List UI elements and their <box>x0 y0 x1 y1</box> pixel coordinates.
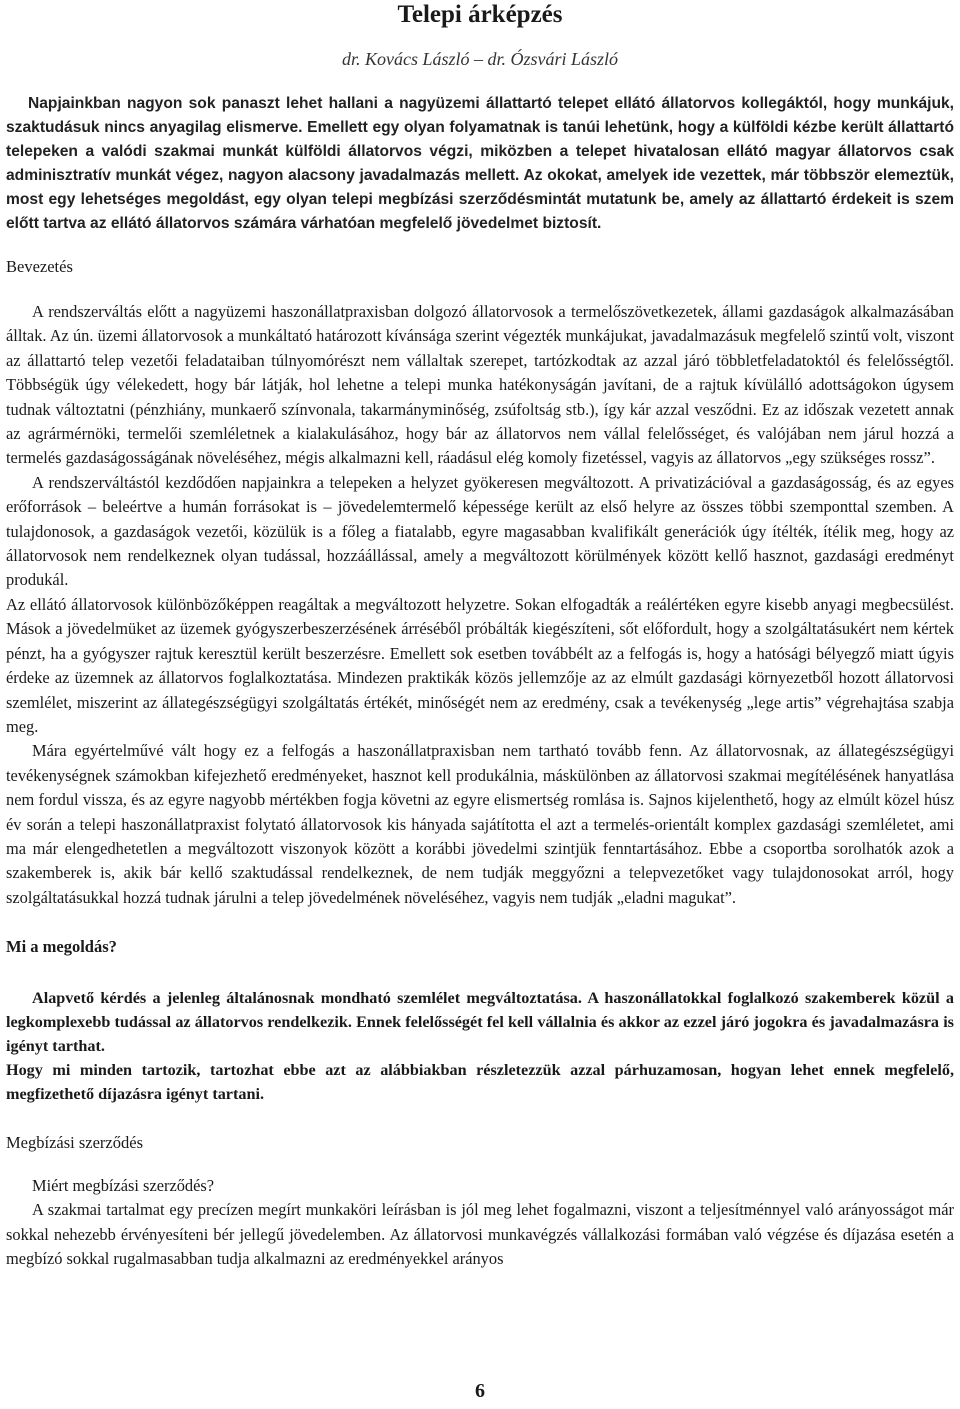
section-megbizasi-body <box>6 1198 954 1271</box>
paragraph: A rendszerváltástól kezdődően napjainkra a telepeken a helyzet gyökeresen megváltozott. A privatizációval a gazdaságosság, és az egyes erőforrások – beleértve a humán forrásokat is – jövedelemtermelő képessége került az első helyre az összes többi szemponttal szemben. A tulajdonosok, a gazdaságok vezetői, közülük is a főleg a fiatalabb, egyre magasabban kvalifikált generációk úgy ítélték, ítélik meg, hogy az állatorvosok nem rendelkeznek olyan tudással, hozzáállással, amely a megváltozott körülmények között kellő hasznot, gazdasági eredményt produkál. <box>6 472 954 590</box>
subheading-question: Miért megbízási szerződés? <box>32 1176 215 1196</box>
abstract-text: Napjainkban nagyon sok panaszt lehet hallani a nagyüzemi állattartó telepet ellátó állatorvos kollegáktól, hogy munkájuk, szaktudásuk nincs anyagilag elismerve. Emellett egy olyan folyamatnak is tanúi lehetünk, hogy a külföldi kézbe került állattartó telepeken a valódi szakmai munkát külföldi állatorvos végzi, miközben a telepet hivatalosan ellátó magyar állatorvos csak adminisztratív munkát végez, nagyon alacsony javadalmazás mellett. Az okokat, amelyek ide vezettek, már többször elemeztük, most egy lehetséges megoldást, egy olyan telepi megbízási szerződésmintát mutatunk be, amely az állattartó érdekeit is szem előtt tartva az ellátó állatorvos számára várhatóan megfelelő jövedelmet biztosít. <box>6 95 954 232</box>
paragraph: Alapvető kérdés a jelenleg általánosnak mondható szemlélet megváltoztatása. A haszonállatokkal foglalkozó szakemberek közül a legkomplexebb tudással az állatorvos rendelkezik. Ennek felelősségét fel kell vállalnia és akkor az ezzel járó jogokra és javadalmazásra is igényt tarthat. <box>6 989 954 1056</box>
heading-mi-a-megoldas: Mi a megoldás? <box>6 937 117 957</box>
section-bevezetes-body <box>6 300 954 910</box>
abstract <box>6 92 954 236</box>
paragraph: A rendszerváltás előtt a nagyüzemi haszonállatpraxisban dolgozó állatorvosok a termelőszövetkezetek, állami gazdaságok alkalmazásában álltak. Az ún. üzemi állatorvosok a munkáltató határozott kívánsága szerint végezték munkájukat, javadalmazásuk megfelelő szintű volt, viszont az állattartó telep vezetői feladataiban túlnyomórészt nem vállaltak szerepet, tartózkodtak az azzal járó többletfeladatoktól és felelősségtől. Többségük úgy vélekedett, hogy bár látják, hol lehetne a telepi munka hatékonyságán javítani, de a rajtuk kívülálló adottságokon úgysem tudnak változtatni (pénzhiány, munkaerő színvonala, takarmányminőség, zsúfoltság stb.), így kár azzal vesződni. Ez az időszak vezetett annak az agrármérnöki, termelői szemléletnek a kialakulásához, hogy bár az állatorvos nem vállal felelősséget, és valójában nem járul hozzá a termelés gazdaságosságának növeléséhez, mégis alkalmazni kell, ráadásul elég komoly fizetéssel, vagyis az állatorvos „egy szükséges rossz”. <box>6 302 954 468</box>
paragraph: Mára egyértelművé vált hogy ez a felfogás a haszonállatpraxisban nem tartható tovább fenn. Az állatorvosnak, az állategészségügyi tevékenységnek számokban kifejezhető eredményeket, hasznot kell produkálnia, máskülönben az állatorvosi szakmai megítélésének hanyatlása nem fordul vissza, és az egyre nagyobb mértékben fogja követni az egyre elismertség romlása is. Sajnos kijelenthető, hogy az elmúlt közel húsz év során a telepi haszonállatpraxist folytató állatorvosok kis hányada sajátította el azt a termelés-orientált komplex gazdasági szemléletet, ami ma már elengedhetetlen a megváltozott viszonyok között a korábbi jövedelmi szintjük fenntartásához. Ebbe a csoportba sorolhatók azok a szakemberek is, akik bár kellő szaktudással rendelkeznek, de nem tudják meggyőzni a telepvezetőket vagy tulajdonosokat arról, hogy szolgáltatásukkal hozzá tudnak járulni a telep jövedelmének növeléséhez, vagyis nem tudják „eladni magukat”. <box>6 741 954 907</box>
paragraph: Az ellátó állatorvosok különbözőképpen reagáltak a megváltozott helyzetre. Sokan elfogadták a reálértéken egyre kisebb anyagi megbecsülést. Mások a jövedelmüket az üzemek gyógyszerbeszerzésének árréséből próbálták kiegészíteni, sőt előfordult, hogy a szolgáltatásukért nem kértek pénzt, ha a gyógyszer rajtuk keresztül került beszerzésre. Emellett sok esetben továbbélt az a felfogás is, hogy a hatósági bélyegző miatt úgyis érdeke az üzemnek az állatorvos foglalkoztatása. Mindezen praktikák közös jellemzője az az elmúlt gazdasági környezetből hozott állatorvosi szemlélet, miszerint az állategészségügyi szolgáltatás értékét, minőségét nem az eredmény, csak a tevékenység „lege artis” végrehajtása szabja meg. <box>6 594 954 736</box>
paragraph: Hogy mi minden tartozik, tartozhat ebbe azt az alábbiakban részletezzük azzal párhuzamosan, hogyan lehet ennek megfelelő, megfizethető díjazásra igényt tartani. <box>6 1061 954 1104</box>
article-authors: dr. Kovács László – dr. Ózsvári László <box>341 49 619 69</box>
article-title: Telepi árképzés <box>397 1 563 28</box>
paragraph: A szakmai tartalmat egy precízen megírt munkaköri leírásban is jól meg lehet fogalmazni, viszont a teljesítménnyel való arányosságot már sokkal nehezebb érvényesíteni bér jellegű jövedelemben. Az állatorvosi munkavégzés vállalkozási formában való végzése és díjazása esetén a megbízó sokkal rugalmasabban tudja alkalmazni az eredményekkel arányos <box>6 1200 954 1268</box>
heading-megbizasi-szerzodes: Megbízási szerződés <box>6 1133 143 1153</box>
heading-bevezetes: Bevezetés <box>6 257 73 276</box>
page-number: 6 <box>475 1380 485 1402</box>
section-megoldas-body <box>6 986 954 1106</box>
